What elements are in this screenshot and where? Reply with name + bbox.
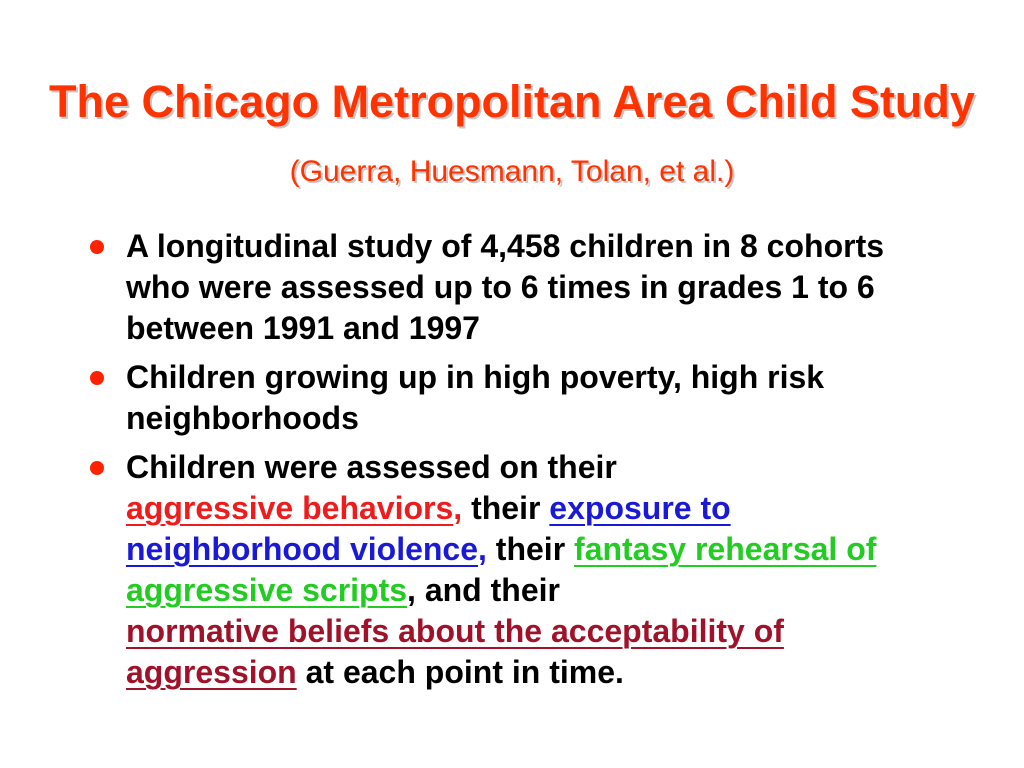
slide-title	[20, 70, 1004, 204]
separator-text: , and their	[407, 572, 560, 608]
bullet-text: Children growing up in high poverty, high risk neighborhoods	[126, 359, 825, 436]
bullet-item	[86, 357, 936, 439]
bullet-item	[86, 447, 936, 693]
title-text: The Chicago Metropolitan Area Child Study	[49, 76, 975, 127]
bullet-dot-icon	[90, 240, 104, 254]
term-exposure-to-violence: exposure to neighborhood violence	[126, 490, 731, 567]
separator-text: their	[462, 490, 550, 526]
bullet-text: A longitudinal study of 4,458 children in 8 cohorts who were assessed up to 6 times in grades 1 to 6 between 1991 and 1997	[126, 228, 885, 346]
term-normative-beliefs: normative beliefs about the acceptability of aggression	[126, 613, 784, 690]
bullet-dot-icon	[90, 371, 104, 385]
term-fantasy-rehearsal: fantasy rehearsal of aggressive scripts	[126, 531, 877, 608]
bullet-list	[86, 226, 936, 701]
term-exposure-punct: ,	[478, 531, 487, 567]
term-aggressive-behaviors: aggressive behaviors	[126, 490, 454, 526]
separator-text: their	[486, 531, 575, 567]
bullet-intro: Children were assessed on their	[126, 449, 617, 485]
bullet-outro: at each point in time.	[296, 654, 624, 690]
title-citation: (Guerra, Huesmann, Tolan, et al.)	[289, 155, 735, 188]
bullet-dot-icon	[90, 461, 104, 475]
bullet-item	[86, 226, 936, 349]
term-aggressive-punct: ,	[453, 490, 463, 526]
